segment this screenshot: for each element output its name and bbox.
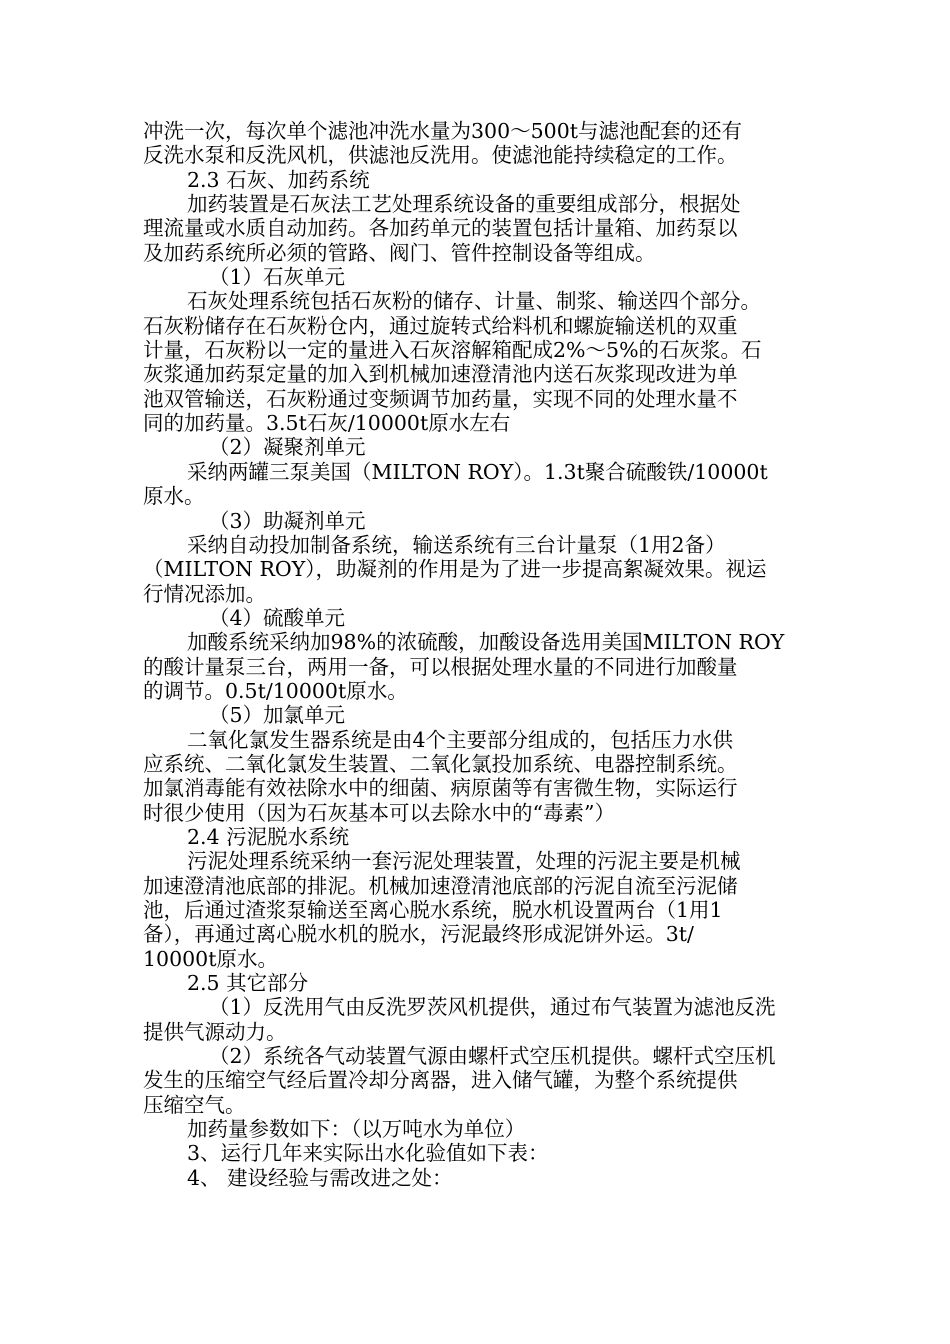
- text-line: 石灰处理系统包括石灰粉的储存、计量、制浆、输送四个部分。: [187, 289, 761, 314]
- text-line: 二氧化氯发生器系统是由4个主要部分组成的，包括压力水供: [187, 727, 734, 752]
- text-line: 2.4 污泥脱水系统: [187, 824, 350, 849]
- text-line: 4、 建设经验与需改进之处：: [187, 1165, 453, 1190]
- text-line: 原水。: [143, 484, 205, 509]
- text-line: 污泥处理系统采纳一套污泥处理装置，处理的污泥主要是机械: [187, 849, 741, 874]
- text-line: 的酸计量泵三台，两用一备，可以根据处理水量的不同进行加酸量: [143, 654, 738, 679]
- text-line: 石灰粉储存在石灰粉仓内，通过旋转式给料机和螺旋输送机的双重: [143, 313, 738, 338]
- text-line: 加药量参数如下：（以万吨水为单位）: [187, 1117, 526, 1142]
- text-line: （2）系统各气动装置气源由螺杆式空压机提供。螺杆式空压机: [209, 1044, 776, 1069]
- text-line: （5）加氯单元: [209, 703, 346, 728]
- text-line: 10000t原水。: [143, 946, 278, 971]
- text-line: 加速澄清池底部的排泥。机械加速澄清池底部的污泥自流至污泥储: [143, 873, 738, 898]
- document-body: [143, 119, 813, 1190]
- text-line: 时很少使用（因为石灰基本可以去除水中的“毒素”）: [143, 800, 615, 825]
- text-line: 采纳自动投加制备系统，输送系统有三台计量泵（1用2备）: [187, 532, 726, 557]
- text-line: 冲洗一次，每次单个滤池冲洗水量为300～500t与滤池配套的还有: [143, 119, 742, 143]
- text-line: 应系统、二氧化氯发生装置、二氧化氯投加系统、电器控制系统。: [143, 751, 738, 776]
- text-line: 备），再通过离心脱水机的脱水，污泥最终形成泥饼外运。3t/: [143, 922, 694, 947]
- text-line: 加酸系统采纳加98%的浓硫酸，加酸设备选用美国MILTON ROY: [187, 630, 785, 655]
- text-line: 2.5 其它部分: [187, 971, 309, 996]
- text-line: 提供气源动力。: [143, 1019, 287, 1044]
- text-line: 池双管输送，石灰粉通过变频调节加药量，实现不同的处理水量不: [143, 386, 738, 411]
- text-line: 发生的压缩空气经后置冷却分离器，进入储气罐，为整个系统提供: [143, 1068, 738, 1093]
- text-line: （2）凝聚剂单元: [209, 435, 366, 460]
- text-line: 理流量或水质自动加药。各加药单元的装置包括计量箱、加药泵以: [143, 216, 738, 241]
- text-line: （1）石灰单元: [209, 265, 346, 290]
- text-line: （3）助凝剂单元: [209, 508, 366, 533]
- text-line: 行情况添加。: [143, 581, 266, 606]
- text-line: 压缩空气。: [143, 1092, 246, 1117]
- text-line: （MILTON ROY），助凝剂的作用是为了进一步提高絮凝效果。视运: [143, 557, 767, 582]
- text-line: （4）硫酸单元: [209, 605, 346, 630]
- text-line: 的调节。0.5t/10000t原水。: [143, 678, 408, 703]
- text-line: 2.3 石灰、加药系统: [187, 167, 370, 192]
- text-line: 采纳两罐三泵美国（MILTON ROY）。1.3t聚合硫酸铁/10000t: [187, 459, 768, 484]
- text-line: 反洗水泵和反洗风机，供滤池反洗用。使滤池能持续稳定的工作。: [143, 143, 738, 168]
- text-line: 加氯消毒能有效祛除水中的细菌、病原菌等有害微生物，实际运行: [143, 776, 738, 801]
- text-line: 灰浆通加药泵定量的加入到机械加速澄清池内送石灰浆现改进为单: [143, 362, 738, 387]
- text-line: 加药装置是石灰法工艺处理系统设备的重要组成部分，根据处: [187, 192, 741, 217]
- text-line: 池，后通过渣浆泵输送至离心脱水系统，脱水机设置两台（1用1: [143, 898, 723, 922]
- text-line: 同的加药量。3.5t石灰/10000t原水左右: [143, 411, 511, 436]
- text-line: 计量，石灰粉以一定的量进入石灰溶解箱配成2%～5%的石灰浆。石: [143, 338, 762, 363]
- text-line: 及加药系统所必须的管路、阀门、管件控制设备等组成。: [143, 240, 656, 265]
- text-line: 3、运行几年来实际出水化验值如下表：: [187, 1141, 549, 1166]
- text-line: （1）反洗用气由反洗罗茨风机提供，通过布气装置为滤池反洗: [209, 995, 776, 1020]
